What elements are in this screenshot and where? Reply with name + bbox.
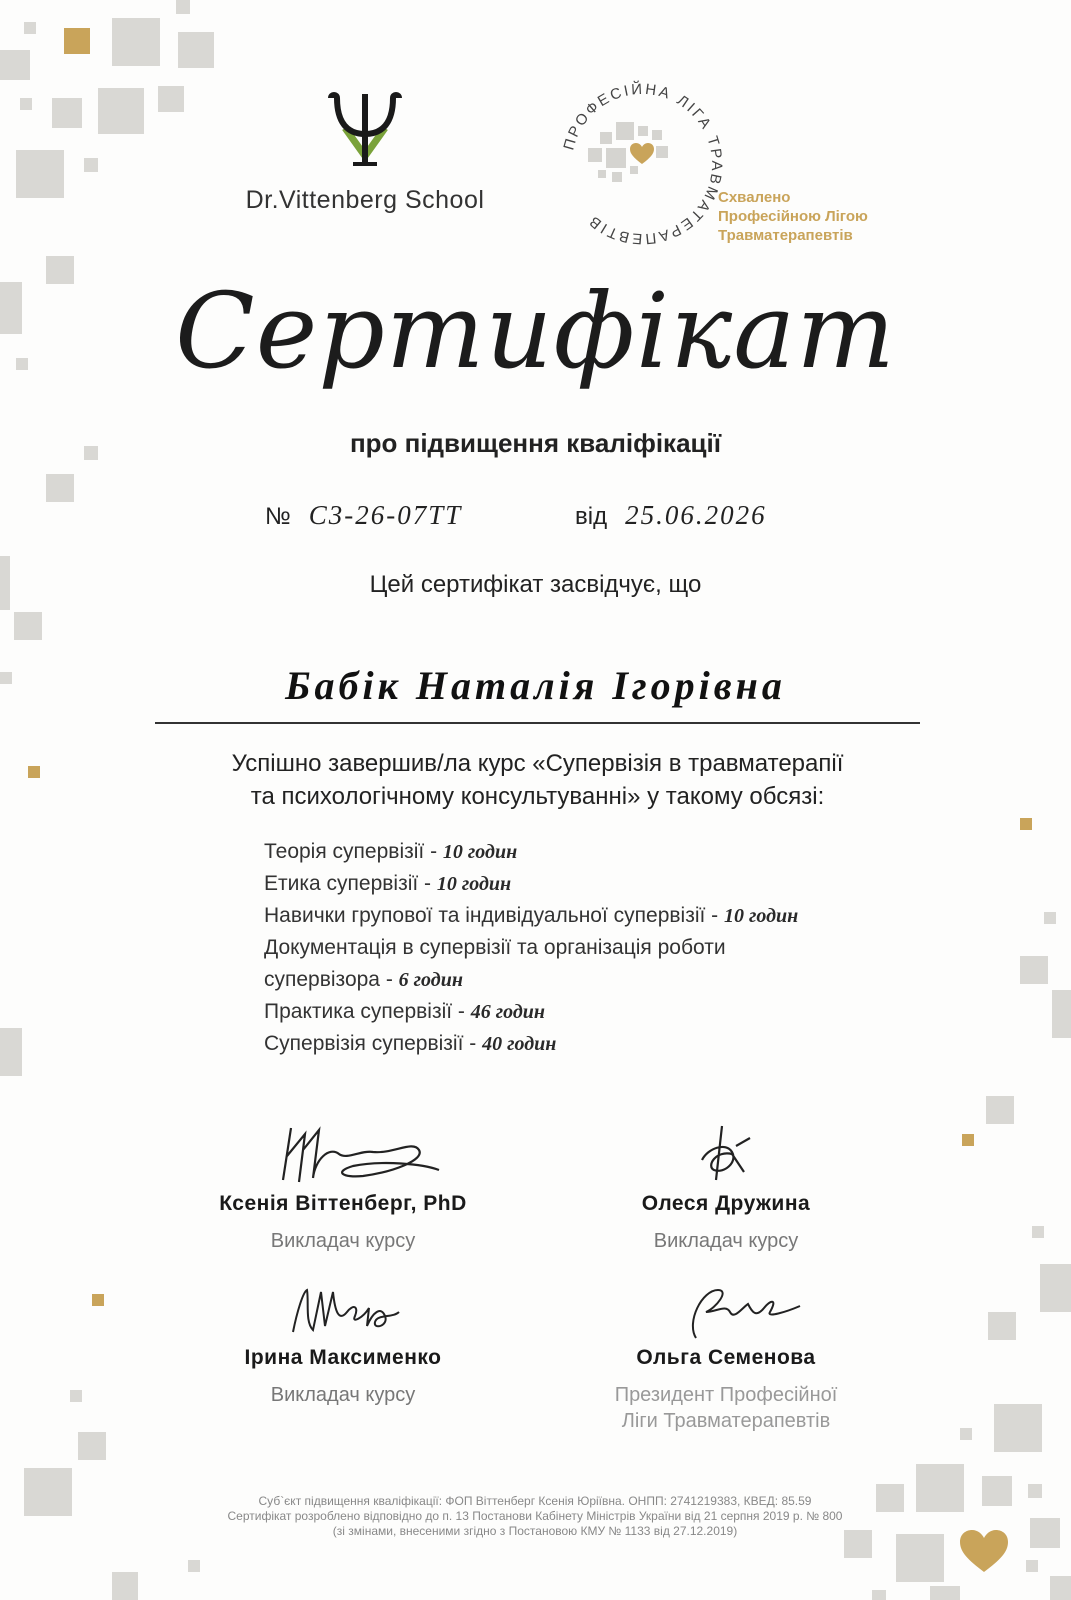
school-logo — [220, 92, 510, 215]
signature-image — [646, 1282, 806, 1342]
list-item: Етика супервізії - 10 годин — [264, 872, 512, 895]
legal-footer: Суб`єкт підвищення кваліфікації: ФОП Віттенберг Ксенія Юріївна. ОНПП: 2741219383, КВЕД: 85.59 Сертифікат розроблено відповідно до п. 13 Постанови Кабінету Міністрів України від 21 серпня 2019 р. № 800 (зі змінами, внесеними згідно з Постановою КМУ № 1133 від 27.12.2019) — [227, 1494, 843, 1538]
list-item: Практика супервізії - 46 годин — [264, 1000, 546, 1023]
certifies-text: Цей сертифікат засвідчує, що — [369, 571, 702, 598]
heart-mosaic-icon — [588, 122, 668, 182]
seal-ring-text: ПРОФЕСІЙНА ЛІГА ТРАВМАТЕРАПЕВТІВ — [560, 80, 726, 248]
certificate-title: Сертифікат — [175, 270, 896, 392]
signature-image — [243, 1120, 443, 1188]
heart-icon — [958, 1528, 1010, 1574]
recipient-name: Бабік Наталія Ігорівна — [285, 663, 786, 708]
certificate-subtitle: про підвищення кваліфікації — [349, 428, 722, 458]
signatory-maksymenko: Ірина Максименко Викладач курсу — [163, 1282, 523, 1408]
signatory-semenova: Ольга Семенова Президент Професійної Ліги Травматерапевтів — [546, 1282, 906, 1434]
certificate-number: № С3-26-07ТТ — [265, 500, 463, 530]
list-item: Навички групової та індивідуальної супервізії - 10 годин — [264, 904, 799, 927]
seal-approval-note: Схвалено Професійною Лігою Травматерапевтів — [718, 189, 868, 244]
modules-list — [264, 836, 904, 1060]
list-item: Теорія супервізії - 10 годин — [264, 840, 518, 863]
school-name: Dr.Vittenberg School — [245, 186, 485, 214]
signature-image — [263, 1282, 423, 1342]
signatory-vittenberg: Ксенія Віттенберг, PhD Викладач курсу — [163, 1120, 523, 1254]
name-underline — [155, 722, 920, 724]
list-item: Супервізія супервізії - 40 годин — [264, 1032, 557, 1055]
list-item: Документація в супервізії та організація роботи супервізора - 6 годин — [264, 936, 726, 991]
svg-text:ПРОФЕСІЙНА ЛІГА ТРАВМАТЕРАПЕВТ — [560, 80, 725, 247]
league-seal — [552, 74, 732, 254]
psi-v-logo-icon — [325, 92, 405, 174]
certificate-date: від 25.06.2026 — [575, 500, 767, 530]
signatory-druzhyna: Олеся Дружина Викладач курсу — [546, 1120, 906, 1254]
course-description: Успішно завершив/ла курс «Супервізія в травматерапії та психологічному консультуванні» у такому обсязі: — [231, 750, 844, 810]
signature-image — [666, 1120, 786, 1188]
